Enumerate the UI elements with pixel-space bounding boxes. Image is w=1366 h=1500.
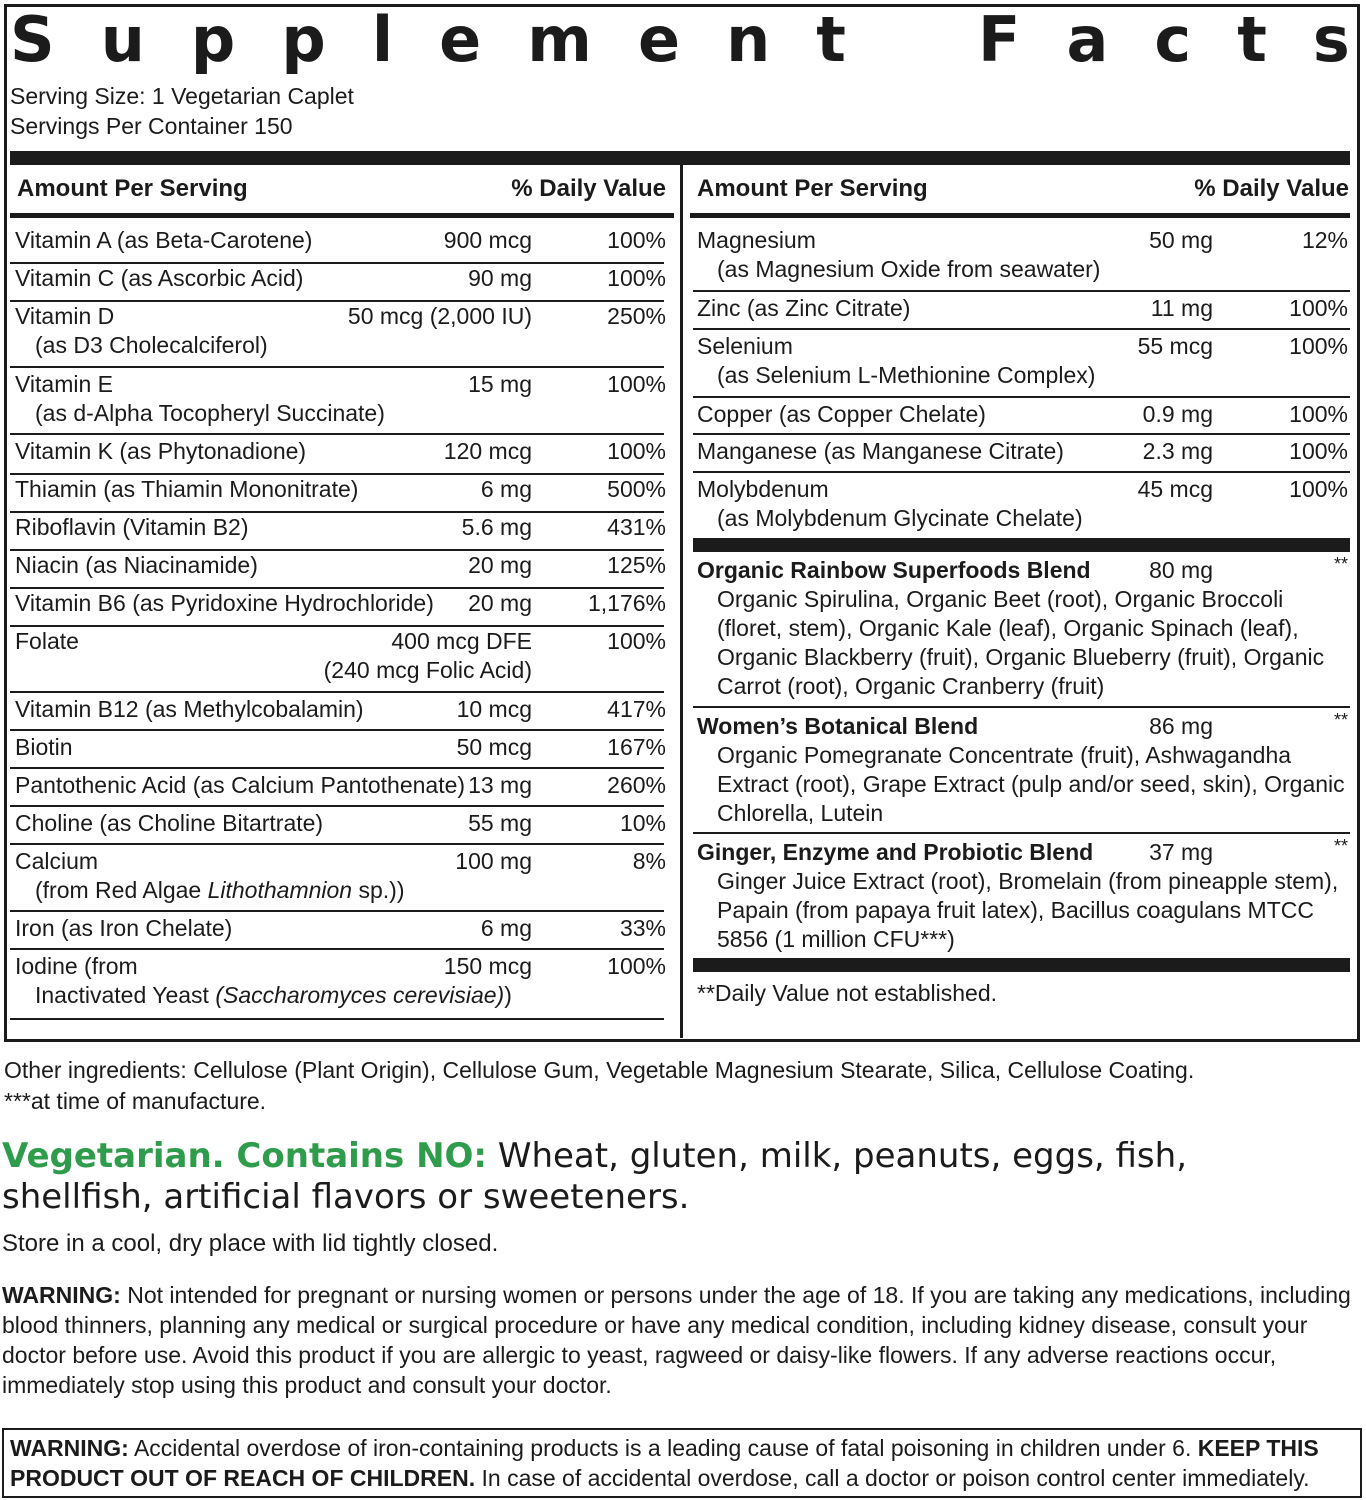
nutrient-name: Zinc (as Zinc Citrate)	[697, 295, 911, 321]
nutrient-dv: 8%	[632, 848, 666, 874]
row-divider	[693, 328, 1350, 330]
source-text: )	[504, 982, 512, 1008]
nutrient-name: Vitamin K (as Phytonadione)	[15, 438, 307, 464]
nutrient-dv: 100%	[1289, 295, 1348, 321]
title-letter: e	[637, 3, 681, 76]
title-letter: t	[816, 3, 846, 76]
dv-header-left: % Daily Value	[511, 175, 666, 202]
nutrient-source: (as Molybdenum Glycinate Chelate)	[717, 505, 1083, 531]
title-letter: c	[1154, 3, 1192, 76]
nutrient-name: Calcium	[15, 848, 99, 874]
row-divider	[693, 471, 1350, 473]
nutrient-name: Magnesium	[697, 227, 816, 253]
row-divider	[10, 433, 664, 435]
nutrient-dv: 500%	[607, 476, 666, 502]
row-divider	[10, 948, 664, 950]
nutrient-name: Iron (as Iron Chelate)	[15, 915, 233, 941]
nutrient-amount: 2.3 mg	[1142, 438, 1213, 464]
nutrient-amount: 55 mcg	[1137, 333, 1213, 359]
row-divider	[693, 396, 1350, 398]
nutrient-name: Vitamin B6 (as Pyridoxine Hydrochloride)	[15, 590, 434, 616]
source-species: Lithothamnion	[207, 877, 353, 903]
warning-text: Not intended for pregnant or nursing women or persons under the age of 18. If you are taking any medications, including blood thinners, planning any medical or surgical procedure or have any medical condition, including kidney disease, consult your doctor before use. Avoid this product if you are allergic to yeast, ragweed or daisy-like flowers. If any adverse reactions occur, immediately stop using this product and consult your doctor.	[2, 1282, 1351, 1398]
row-divider	[693, 433, 1350, 435]
dv-footnote: **Daily Value not established.	[697, 980, 998, 1006]
nutrient-amount: 20 mg	[468, 552, 532, 578]
title-letter: F	[978, 3, 1021, 76]
blend-amount: 86 mg	[1149, 713, 1213, 739]
blend-ingredients: Chlorella, Lutein	[717, 800, 884, 826]
row-divider	[10, 1018, 664, 1020]
warning-general	[2, 1280, 1357, 1400]
nutrient-amount: 6 mg	[480, 915, 532, 941]
nutrient-amount: 400 mcg DFE	[391, 628, 532, 654]
blend-ingredients: Carrot (root), Organic Cranberry (fruit)	[717, 673, 1105, 699]
nutrient-amount: 900 mcg	[443, 227, 532, 253]
blend-name: Organic Rainbow Superfoods Blend	[697, 557, 1091, 583]
nutrient-source: (as Selenium L-Methionine Complex)	[717, 362, 1096, 388]
nutrient-name: Vitamin B12 (as Methylcobalamin)	[15, 696, 364, 722]
nutrient-source	[35, 981, 512, 1010]
source-text: Inactivated Yeast	[35, 982, 216, 1008]
nutrient-dv: 125%	[607, 552, 666, 578]
blend-name: Ginger, Enzyme and Probiotic Blend	[697, 839, 1094, 865]
nutrient-amount: 10 mcg	[456, 696, 532, 722]
nutrient-dv: 1,176%	[587, 590, 666, 616]
nutrient-amount: 0.9 mg	[1142, 401, 1213, 427]
row-divider	[10, 767, 664, 769]
servings-per-container: Servings Per Container 150	[10, 113, 293, 139]
blend-ingredients: Organic Spirulina, Organic Beet (root), Organic Broccoli	[717, 586, 1284, 612]
title-letter: S	[10, 3, 55, 76]
title-letter: m	[527, 3, 592, 76]
nutrient-name: Pantothenic Acid (as Calcium Pantothenate)	[15, 772, 466, 798]
nutrient-name: Selenium	[697, 333, 793, 359]
blend-name: Women’s Botanical Blend	[697, 713, 979, 739]
blend-ingredients: Extract (root), Grape Extract (pulp and/or seed, skin), Organic	[717, 771, 1345, 797]
other-ingredients: Other ingredients: Cellulose (Plant Origin), Cellulose Gum, Vegetable Magnesium Stearate, Silica, Cellulose Coating.	[4, 1057, 1195, 1083]
nutrient-name: Iodine (from	[15, 953, 138, 979]
iron-warning-label: WARNING:	[10, 1435, 129, 1461]
nutrient-source	[35, 876, 404, 905]
title-letter: e	[439, 3, 482, 76]
nutrient-name: Vitamin A (as Beta-Carotene)	[15, 227, 313, 253]
nutrient-source: (as D3 Cholecalciferol)	[35, 332, 268, 358]
nutrient-dv: 100%	[607, 953, 666, 979]
nutrient-name: Molybdenum	[697, 476, 829, 502]
nutrient-dv: 100%	[1289, 476, 1348, 502]
blend-dv: **	[1333, 836, 1348, 856]
nutrient-dv: 250%	[607, 303, 666, 329]
nutrient-name: Thiamin (as Thiamin Mononitrate)	[15, 476, 359, 502]
title-letter: l	[371, 3, 394, 76]
blend-ingredients: (floret, stem), Organic Kale (leaf), Organic Spinach (leaf),	[717, 615, 1299, 641]
nutrient-dv: 100%	[607, 371, 666, 397]
nutrient-name: Vitamin E	[15, 371, 114, 397]
blend-ingredients: Papain (from papaya fruit latex), Bacillus coagulans MTCC	[717, 897, 1314, 923]
nutrient-amount: 11 mg	[1150, 295, 1213, 321]
column-divider	[680, 165, 683, 1038]
title-letter: p	[281, 3, 326, 76]
nutrient-amount: 20 mg	[468, 590, 532, 616]
title-letter: a	[1066, 3, 1109, 76]
nutrient-amount: 100 mg	[455, 848, 532, 874]
nutrient-dv: 10%	[619, 810, 666, 836]
row-divider	[693, 832, 1350, 834]
nutrient-amount: 45 mcg	[1137, 476, 1213, 502]
blend-ingredients: Ginger Juice Extract (root), Bromelain (from pineapple stem),	[717, 868, 1339, 894]
blend-dv: **	[1333, 554, 1348, 574]
row-divider	[10, 625, 664, 627]
nutrient-dv: 100%	[607, 628, 666, 654]
nutrient-amount-note: (240 mcg Folic Acid)	[323, 657, 532, 683]
nutrient-dv: 417%	[607, 696, 666, 722]
row-divider	[10, 729, 664, 731]
source-text: (from Red Algae	[35, 877, 208, 903]
warning-label: WARNING:	[2, 1282, 121, 1308]
nutrient-dv: 431%	[607, 514, 666, 540]
nutrient-amount: 150 mcg	[443, 953, 532, 979]
nutrient-dv: 100%	[607, 227, 666, 253]
nutrient-dv: 100%	[607, 438, 666, 464]
nutrient-name: Riboflavin (Vitamin B2)	[15, 514, 249, 540]
header-rule-right	[690, 213, 1350, 218]
blend-ingredients: Organic Pomegranate Concentrate (fruit), Ashwagandha	[717, 742, 1292, 768]
nutrient-amount: 15 mg	[468, 371, 532, 397]
nutrient-name: Folate	[15, 628, 79, 654]
row-divider	[10, 910, 664, 912]
manufacture-note: ***at time of manufacture.	[4, 1088, 267, 1114]
iron-warning-text: Accidental overdose of iron-containing products is a leading cause of fatal poisoning in children under 6.	[128, 1435, 1198, 1461]
title-letter: p	[190, 3, 236, 76]
nutrient-amount: 50 mcg (2,000 IU)	[347, 303, 532, 329]
blend-amount: 80 mg	[1149, 557, 1213, 583]
nutrient-dv: 100%	[607, 265, 666, 291]
nutrient-dv: 12%	[1301, 227, 1348, 253]
nutrient-source: (as d-Alpha Tocopheryl Succinate)	[35, 400, 385, 426]
title-letter: t	[1237, 3, 1267, 76]
nutrient-dv: 260%	[607, 772, 666, 798]
row-divider	[10, 843, 664, 845]
nutrient-amount: 55 mg	[468, 810, 532, 836]
header-rule-left	[10, 213, 674, 218]
nutrient-amount: 50 mg	[1149, 227, 1213, 253]
nutrient-name: Manganese (as Manganese Citrate)	[697, 438, 1064, 464]
panel-title	[10, 3, 1350, 76]
nutrient-amount: 120 mcg	[443, 438, 532, 464]
source-species: (Saccharomyces cerevisiae)	[215, 982, 505, 1008]
nutrient-dv: 100%	[1289, 438, 1348, 464]
nutrient-amount: 5.6 mg	[461, 514, 532, 540]
source-text: sp.))	[352, 877, 405, 903]
vegetarian-statement	[2, 1136, 1342, 1218]
nutrient-dv: 33%	[619, 915, 666, 941]
serving-size: Serving Size: 1 Vegetarian Caplet	[10, 83, 354, 109]
row-divider	[10, 366, 664, 368]
blend-amount: 37 mg	[1149, 839, 1213, 865]
keep-out-of-reach: KEEP THIS PRODUCT OUT OF REACH OF CHILDREN.	[10, 1435, 1319, 1491]
row-divider	[693, 706, 1350, 708]
row-divider	[693, 290, 1350, 292]
dv-header-right: % Daily Value	[1194, 175, 1349, 202]
iron-warning-box	[2, 1428, 1362, 1498]
amount-header-right: Amount Per Serving	[697, 175, 928, 202]
nutrient-amount: 13 mg	[468, 772, 532, 798]
nutrient-name: Copper (as Copper Chelate)	[697, 401, 986, 427]
title-letter: s	[1312, 3, 1350, 76]
nutrient-name: Vitamin D	[15, 303, 115, 329]
blend-divider	[693, 538, 1350, 552]
blend-ingredients: 5856 (1 million CFU***)	[717, 926, 955, 952]
nutrient-name: Choline (as Choline Bitartrate)	[15, 810, 324, 836]
nutrient-dv: 100%	[1289, 401, 1348, 427]
vegetarian-label: Vegetarian. Contains NO:	[2, 1136, 488, 1176]
storage-instructions: Store in a cool, dry place with lid tightly closed.	[2, 1230, 499, 1257]
amount-header-left: Amount Per Serving	[17, 175, 248, 202]
blend-bottom-divider	[693, 958, 1350, 972]
nutrient-name: Niacin (as Niacinamide)	[15, 552, 258, 578]
title-letter: u	[100, 3, 145, 76]
nutrient-name: Biotin	[15, 734, 73, 760]
nutrient-amount: 6 mg	[480, 476, 532, 502]
thick-divider	[10, 151, 1350, 165]
nutrient-dv: 100%	[1289, 333, 1348, 359]
row-divider	[10, 691, 664, 693]
nutrient-amount: 90 mg	[468, 265, 532, 291]
nutrient-source: (as Magnesium Oxide from seawater)	[717, 256, 1101, 282]
row-divider	[10, 805, 664, 807]
nutrient-amount: 50 mcg	[456, 734, 532, 760]
nutrient-dv: 167%	[607, 734, 666, 760]
blend-ingredients: Organic Blackberry (fruit), Organic Blueberry (fruit), Organic	[717, 644, 1325, 670]
vegetarian-text: Wheat, gluten, milk, peanuts, eggs, fish, shellfish, artificial flavors or sweeteners.	[2, 1136, 1188, 1217]
nutrient-name: Vitamin C (as Ascorbic Acid)	[15, 265, 304, 291]
iron-warning-text-2: In case of accidental overdose, call a doctor or poison control center immediately.	[475, 1465, 1310, 1491]
title-letter: n	[726, 3, 771, 76]
blend-dv: **	[1333, 710, 1348, 730]
